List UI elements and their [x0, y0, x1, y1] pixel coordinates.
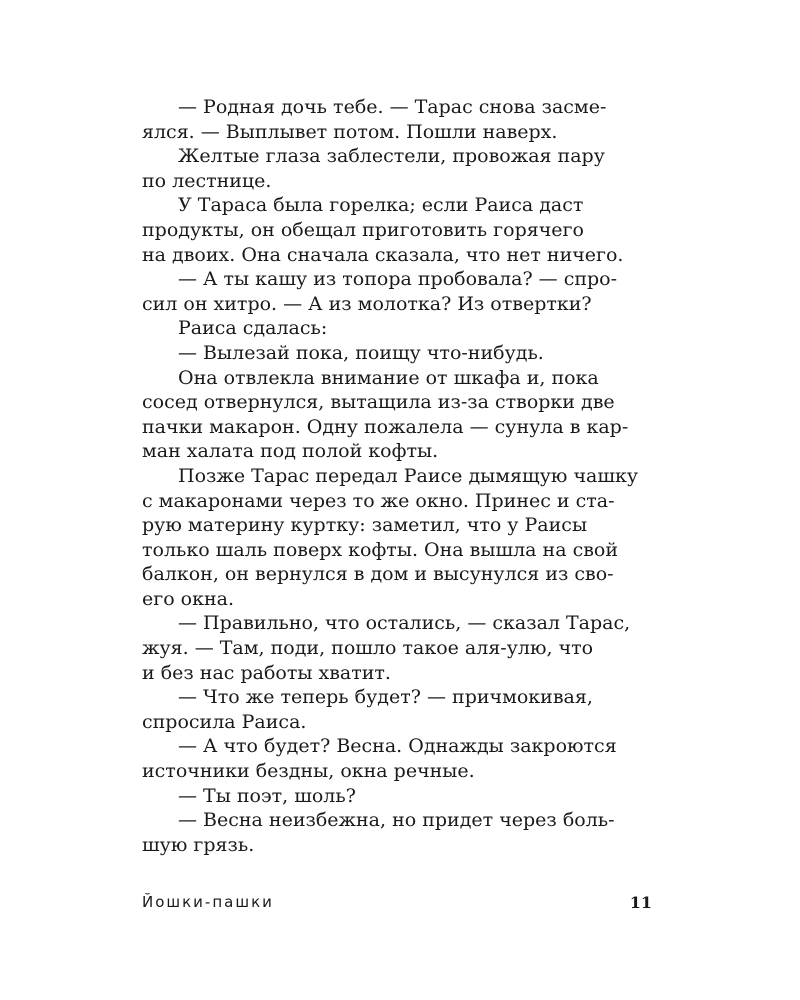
text-line: источники бездны, окна речные. — [142, 760, 475, 783]
text-line: сил он хитро. — А из молотка? Из отвертки? — [142, 292, 592, 315]
text-line: рую материну куртку: заметил, что у Раисы — [142, 514, 588, 537]
text-line: — Ты поэт, шоль? — [178, 784, 356, 807]
text-line: шую грязь. — [142, 833, 255, 856]
text-line: спросила Раиса. — [142, 710, 307, 733]
page-body-text — [142, 95, 652, 857]
text-line: на двоих. Она сначала сказала, что нет ничего. — [142, 243, 624, 266]
text-line: с макаронами через то же окно. Принес и ста- — [142, 489, 615, 512]
text-line: Желтые глаза заблестели, провожая пару — [178, 145, 605, 168]
text-line: — А ты кашу из топора пробовала? — спро- — [178, 268, 618, 291]
text-line: жуя. — Там, поди, пошло такое аля-улю, что — [142, 637, 594, 660]
text-line: У Тараса была горелка; если Раиса даст — [178, 194, 584, 217]
text-line: — Вылезай пока, поищу что-нибудь. — [178, 341, 544, 364]
text-line: Она отвлекла внимание от шкафа и, пока — [178, 366, 599, 389]
text-line: пачки макарон. Одну пожалела — сунула в кар- — [142, 415, 629, 438]
text-line: Позже Тарас передал Раисе дымящую чашку — [178, 464, 639, 487]
text-line: ялся. — Выплывет потом. Пошли наверх. — [142, 120, 558, 143]
text-line: — А что будет? Весна. Однажды закроются — [178, 735, 617, 758]
text-line: — Весна неизбежна, но придет через боль- — [178, 809, 615, 832]
text-line: — Правильно, что остались, — сказал Тарас, — [178, 612, 631, 635]
text-line: и без нас работы хватит. — [142, 661, 391, 684]
text-line: сосед отвернулся, вытащила из-за створки две — [142, 391, 615, 414]
text-line: Раиса сдалась: — [178, 317, 328, 340]
text-line: только шаль поверх кофты. Она вышла на свой — [142, 538, 619, 561]
text-line: по лестнице. — [142, 169, 272, 192]
text-line: продукты, он обещал приготовить горячего — [142, 218, 584, 241]
text-line: балкон, он вернулся в дом и высунулся из сво- — [142, 563, 614, 586]
text-line: ман халата под полой кофты. — [142, 440, 439, 463]
text-line: — Родная дочь тебе. — Тарас снова засме- — [178, 96, 607, 118]
text-line: — Что же теперь будет? — причмокивая, — [178, 686, 593, 709]
page-number: 11 — [629, 893, 652, 912]
text-line: его окна. — [142, 587, 235, 610]
running-footer-title: Йошки-пашки — [142, 893, 274, 911]
